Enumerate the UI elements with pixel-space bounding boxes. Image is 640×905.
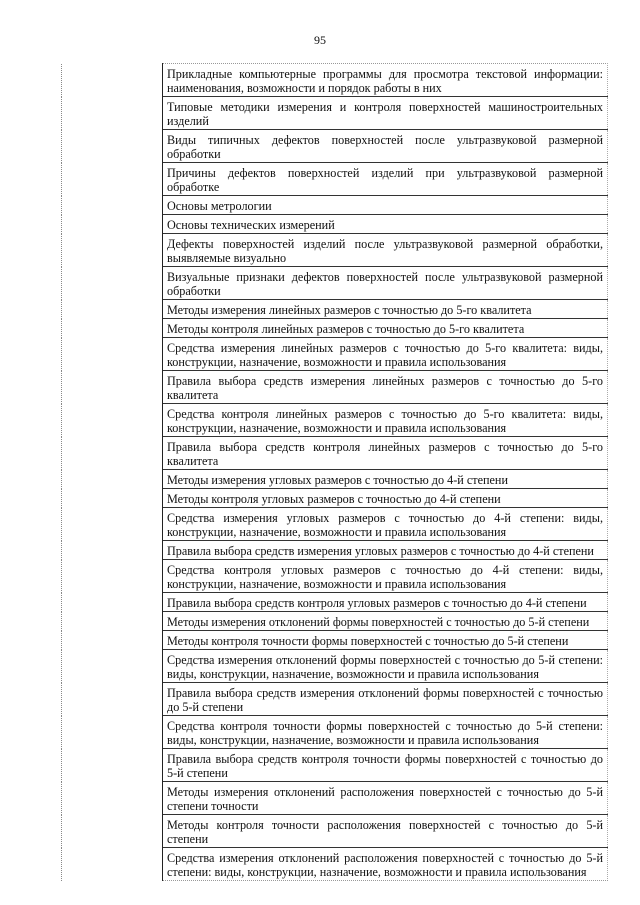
table-row: [62, 319, 608, 338]
table-cell-knowledge-item: Методы контроля линейных размеров с точностью до 5-го квалитета: [163, 319, 608, 338]
table-cell-knowledge-item: Визуальные признаки дефектов поверхностей после ультразвуковой размерной обработки: [163, 267, 608, 300]
table-row: [62, 437, 608, 470]
table-row: [62, 404, 608, 437]
table-cell-empty: [62, 130, 163, 163]
table-cell-empty: [62, 650, 163, 683]
page-number: 95: [314, 33, 326, 47]
table-cell-knowledge-item: Дефекты поверхностей изделий после ультразвуковой размерной обработки, выявляемые визуально: [163, 234, 608, 267]
table-row: [62, 612, 608, 631]
table-cell-empty: [62, 508, 163, 541]
table-cell-empty: [62, 97, 163, 130]
table-row: [62, 371, 608, 404]
table-cell-knowledge-item: Методы контроля угловых размеров с точностью до 4-й степени: [163, 489, 608, 508]
table-cell-empty: [62, 593, 163, 612]
table-cell-empty: [62, 683, 163, 716]
table-cell-empty: [62, 631, 163, 650]
table-cell-knowledge-item: Основы технических измерений: [163, 215, 608, 234]
table-row: [62, 163, 608, 196]
table-cell-empty: [62, 234, 163, 267]
table-row: [62, 489, 608, 508]
requirements-table: [61, 63, 608, 881]
table-row: [62, 815, 608, 848]
table-row: [62, 631, 608, 650]
table-cell-empty: [62, 470, 163, 489]
table-cell-empty: [62, 560, 163, 593]
table-cell-knowledge-item: Методы измерения отклонений формы поверхностей с точностью до 5-й степени: [163, 612, 608, 631]
table-cell-knowledge-item: Средства контроля линейных размеров с точностью до 5-го квалитета: виды, конструкции, назначение, возможности и правила использования: [163, 404, 608, 437]
table-cell-empty: [62, 437, 163, 470]
table-cell-empty: [62, 300, 163, 319]
table-row: [62, 300, 608, 319]
table-cell-knowledge-item: Прикладные компьютерные программы для просмотра текстовой информации: наименования, возможности и порядок работы в них: [163, 64, 608, 97]
table-cell-knowledge-item: Методы контроля точности формы поверхностей с точностью до 5-й степени: [163, 631, 608, 650]
table-cell-knowledge-item: Правила выбора средств измерения отклонений формы поверхностей с точностью до 5-й степени: [163, 683, 608, 716]
table-cell-knowledge-item: Правила выбора средств контроля линейных размеров с точностью до 5-го квалитета: [163, 437, 608, 470]
table-row: [62, 508, 608, 541]
table-row: [62, 196, 608, 215]
table-cell-empty: [62, 319, 163, 338]
table-cell-knowledge-item: Правила выбора средств контроля точности формы поверхностей с точностью до 5-й степени: [163, 749, 608, 782]
table-cell-empty: [62, 196, 163, 215]
table-cell-empty: [62, 267, 163, 300]
table-cell-empty: [62, 716, 163, 749]
table-row: [62, 97, 608, 130]
table-cell-empty: [62, 338, 163, 371]
table-cell-empty: [62, 163, 163, 196]
table-cell-knowledge-item: Средства измерения угловых размеров с точностью до 4-й степени: виды, конструкции, назначение, возможности и правила использования: [163, 508, 608, 541]
table-row: [62, 338, 608, 371]
table-cell-empty: [62, 749, 163, 782]
table-row: [62, 215, 608, 234]
table-cell-knowledge-item: Средства контроля точности формы поверхностей с точностью до 5-й степени: виды, конструкции, назначение, возможности и правила использования: [163, 716, 608, 749]
table-cell-empty: [62, 541, 163, 560]
table-cell-knowledge-item: Методы измерения отклонений расположения поверхностей с точностью до 5-й степени точности: [163, 782, 608, 815]
table-cell-empty: [62, 848, 163, 881]
table-cell-knowledge-item: Причины дефектов поверхностей изделий при ультразвуковой размерной обработке: [163, 163, 608, 196]
table-row: [62, 683, 608, 716]
table-cell-empty: [62, 815, 163, 848]
table-cell-knowledge-item: Правила выбора средств измерения линейных размеров с точностью до 5-го квалитета: [163, 371, 608, 404]
table-cell-knowledge-item: Средства измерения линейных размеров с точностью до 5-го квалитета: виды, конструкции, назначение, возможности и правила использования: [163, 338, 608, 371]
table-cell-knowledge-item: Средства измерения отклонений формы поверхностей с точностью до 5-й степени: виды, конструкции, назначение, возможности и правила использования: [163, 650, 608, 683]
table-cell-knowledge-item: Средства измерения отклонений расположения поверхностей с точностью до 5-й степени: виды, конструкции, назначение, возможности и правила использования: [163, 848, 608, 881]
table-cell-empty: [62, 64, 163, 97]
table-cell-empty: [62, 215, 163, 234]
table-row: [62, 716, 608, 749]
table-cell-empty: [62, 404, 163, 437]
table-cell-empty: [62, 489, 163, 508]
table-row: [62, 749, 608, 782]
table-row: [62, 470, 608, 489]
table-cell-knowledge-item: Методы контроля точности расположения поверхностей с точностью до 5-й степени: [163, 815, 608, 848]
table-cell-empty: [62, 371, 163, 404]
table-row: [62, 650, 608, 683]
table-row: [62, 560, 608, 593]
table-row: [62, 130, 608, 163]
table-row: [62, 64, 608, 97]
table-row: [62, 234, 608, 267]
table-cell-empty: [62, 612, 163, 631]
table-cell-knowledge-item: Типовые методики измерения и контроля поверхностей машиностроительных изделий: [163, 97, 608, 130]
table-row: [62, 782, 608, 815]
table-row: [62, 593, 608, 612]
table-cell-knowledge-item: Виды типичных дефектов поверхностей после ультразвуковой размерной обработки: [163, 130, 608, 163]
table-cell-knowledge-item: Методы измерения линейных размеров с точностью до 5-го квалитета: [163, 300, 608, 319]
table-row: [62, 267, 608, 300]
table-body: [62, 64, 608, 881]
table-cell-empty: [62, 782, 163, 815]
table-cell-knowledge-item: Основы метрологии: [163, 196, 608, 215]
table-cell-knowledge-item: Средства контроля угловых размеров с точностью до 4-й степени: виды, конструкции, назначение, возможности и правила использования: [163, 560, 608, 593]
table-cell-knowledge-item: Правила выбора средств контроля угловых размеров с точностью до 4-й степени: [163, 593, 608, 612]
table-cell-knowledge-item: Правила выбора средств измерения угловых размеров с точностью до 4-й степени: [163, 541, 608, 560]
table-cell-knowledge-item: Методы измерения угловых размеров с точностью до 4-й степени: [163, 470, 608, 489]
table-row: [62, 848, 608, 881]
table-row: [62, 541, 608, 560]
